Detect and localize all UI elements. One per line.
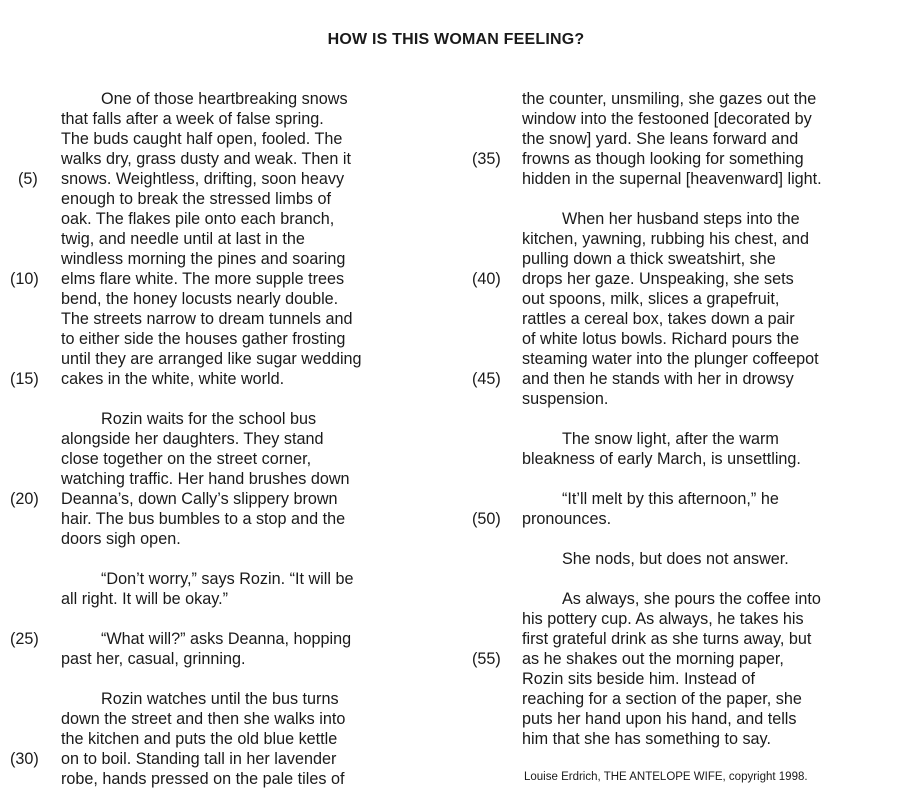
line-text: steaming water into the plunger coffeepot	[522, 350, 819, 368]
line-text: The buds caught half open, fooled. The	[61, 130, 343, 148]
passage-line	[0, 189, 440, 209]
line-text: reaching for a section of the paper, she	[522, 690, 802, 708]
passage-line	[462, 109, 912, 129]
passage-line	[0, 729, 440, 749]
line-text: rattles a cereal box, takes down a pair	[522, 310, 795, 328]
passage-line	[0, 349, 440, 369]
line-text: windless morning the pines and soaring	[61, 250, 346, 268]
line-text: alongside her daughters. They stand	[61, 430, 324, 448]
passage-line	[0, 709, 440, 729]
line-text: Rozin sits beside him. Instead of	[522, 670, 756, 688]
passage-line	[462, 669, 912, 689]
line-text: out spoons, milk, slices a grapefruit,	[522, 290, 780, 308]
line-text: elms flare white. The more supple trees	[61, 270, 345, 288]
passage-line	[0, 289, 440, 309]
passage-line	[462, 589, 912, 609]
passage-line	[0, 149, 440, 169]
passage-line	[462, 229, 912, 249]
line-text: past her, casual, grinning.	[61, 650, 246, 668]
line-number: (15)	[10, 370, 39, 388]
line-text: hidden in the supernal [heavenward] light.	[522, 170, 822, 188]
line-text: bend, the honey locusts nearly double.	[61, 290, 339, 308]
passage-line	[462, 309, 912, 329]
line-text: first grateful drink as she turns away, but	[522, 630, 812, 648]
line-text: watching traffic. Her hand brushes down	[61, 470, 350, 488]
line-text: Rozin waits for the school bus	[101, 410, 317, 428]
line-text: “It’ll melt by this afternoon,” he	[562, 490, 779, 508]
passage-line	[0, 509, 440, 529]
line-text: kitchen, yawning, rubbing his chest, and	[522, 230, 810, 248]
passage-line	[462, 429, 912, 449]
line-text: oak. The flakes pile onto each branch,	[61, 210, 335, 228]
line-text: the snow] yard. She leans forward and	[522, 130, 799, 148]
line-text: until they are arranged like sugar wedding	[61, 350, 362, 368]
passage-line	[462, 289, 912, 309]
passage-line	[462, 689, 912, 709]
passage-line	[0, 109, 440, 129]
passage-line	[462, 389, 912, 409]
line-text: Rozin watches until the bus turns	[101, 690, 339, 708]
passage-line	[462, 729, 912, 749]
passage-line	[462, 149, 912, 169]
passage-line	[0, 309, 440, 329]
passage-line	[0, 269, 440, 289]
passage-line	[0, 529, 440, 549]
passage-line	[0, 329, 440, 349]
line-text: his pottery cup. As always, he takes his	[522, 610, 804, 628]
passage-line	[462, 89, 912, 109]
passage-line	[462, 369, 912, 389]
paragraph-gap	[0, 609, 440, 629]
line-text: She nods, but does not answer.	[562, 550, 789, 568]
line-text: Deanna’s, down Cally’s slippery brown	[61, 490, 338, 508]
line-text: puts her hand upon his hand, and tells	[522, 710, 797, 728]
line-text: The streets narrow to dream tunnels and	[61, 310, 353, 328]
line-text: of white lotus bowls. Richard pours the	[522, 330, 800, 348]
line-text: close together on the street corner,	[61, 450, 312, 468]
passage-line	[0, 89, 440, 109]
line-number: (20)	[10, 490, 39, 508]
passage-line	[462, 249, 912, 269]
passage-line	[0, 469, 440, 489]
line-text: pronounces.	[522, 510, 612, 528]
line-text: cakes in the white, white world.	[61, 370, 285, 388]
line-text: twig, and needle until at last in the	[61, 230, 305, 248]
line-text: enough to break the stressed limbs of	[61, 190, 331, 208]
line-text: “What will?” asks Deanna, hopping	[101, 630, 352, 648]
passage-line	[0, 229, 440, 249]
line-number: (40)	[472, 270, 501, 288]
passage-line	[0, 429, 440, 449]
passage-line	[0, 129, 440, 149]
line-text: bleakness of early March, is unsettling.	[522, 450, 801, 468]
line-text: all right. It will be okay.”	[61, 590, 229, 608]
passage-line	[0, 589, 440, 609]
line-text: the counter, unsmiling, she gazes out the	[522, 90, 817, 108]
line-text: the kitchen and puts the old blue kettle	[61, 730, 338, 748]
passage-line	[0, 169, 440, 189]
left-column	[0, 89, 440, 789]
line-text: window into the festooned [decorated by	[522, 110, 812, 128]
paragraph-gap	[462, 189, 912, 209]
passage-line	[462, 169, 912, 189]
passage-line	[0, 749, 440, 769]
passage-line	[0, 629, 440, 649]
line-number: (25)	[10, 630, 39, 648]
line-number: (35)	[472, 150, 501, 168]
line-number: (5)	[18, 170, 38, 188]
passage-line	[0, 569, 440, 589]
source-credit: Louise Erdrich, THE ANTELOPE WIFE, copyright 1998.	[524, 771, 808, 783]
passage-line	[462, 329, 912, 349]
right-column	[462, 89, 912, 749]
passage-line	[0, 489, 440, 509]
line-text: frowns as though looking for something	[522, 150, 804, 168]
paragraph-gap	[0, 549, 440, 569]
passage-line	[0, 369, 440, 389]
line-text: As always, she pours the coffee into	[562, 590, 821, 608]
line-text: pulling down a thick sweatshirt, she	[522, 250, 776, 268]
line-text: doors sigh open.	[61, 530, 181, 548]
line-text: When her husband steps into the	[562, 210, 800, 228]
paragraph-gap	[462, 569, 912, 589]
line-text: and then he stands with her in drowsy	[522, 370, 794, 388]
passage-line	[0, 449, 440, 469]
passage-line	[462, 549, 912, 569]
line-text: as he shakes out the morning paper,	[522, 650, 784, 668]
line-number: (10)	[10, 270, 39, 288]
line-text: snows. Weightless, drifting, soon heavy	[61, 170, 345, 188]
passage-line	[0, 689, 440, 709]
passage-line	[0, 649, 440, 669]
passage-line	[0, 409, 440, 429]
line-text: robe, hands pressed on the pale tiles of	[61, 770, 345, 788]
line-number: (30)	[10, 750, 39, 768]
line-text: hair. The bus bumbles to a stop and the	[61, 510, 346, 528]
passage-line	[462, 629, 912, 649]
line-text: him that she has something to say.	[522, 730, 771, 748]
line-text: that falls after a week of false spring.	[61, 110, 324, 128]
paragraph-gap	[462, 469, 912, 489]
line-text: on to boil. Standing tall in her lavender	[61, 750, 337, 768]
paragraph-gap	[462, 409, 912, 429]
line-text: down the street and then she walks into	[61, 710, 346, 728]
passage-line	[0, 209, 440, 229]
line-number: (55)	[472, 650, 501, 668]
passage-line	[462, 349, 912, 369]
page-title: HOW IS THIS WOMAN FEELING?	[327, 31, 585, 48]
line-text: to either side the houses gather frosting	[61, 330, 346, 348]
line-text: drops her gaze. Unspeaking, she sets	[522, 270, 794, 288]
passage-line	[462, 489, 912, 509]
passage-line	[462, 209, 912, 229]
line-text: One of those heartbreaking snows	[101, 90, 348, 108]
line-text: walks dry, grass dusty and weak. Then it	[61, 150, 352, 168]
passage-line	[462, 509, 912, 529]
paragraph-gap	[462, 529, 912, 549]
passage-line	[462, 609, 912, 629]
paragraph-gap	[0, 669, 440, 689]
passage-line	[462, 709, 912, 729]
line-text: “Don’t worry,” says Rozin. “It will be	[101, 570, 354, 588]
passage-line	[0, 249, 440, 269]
line-text: suspension.	[522, 390, 609, 408]
passage-line	[462, 129, 912, 149]
line-number: (45)	[472, 370, 501, 388]
passage-line	[462, 649, 912, 669]
passage-line	[462, 269, 912, 289]
passage-line	[0, 769, 440, 789]
passage-line	[462, 449, 912, 469]
line-number: (50)	[472, 510, 501, 528]
line-text: The snow light, after the warm	[562, 430, 779, 448]
paragraph-gap	[0, 389, 440, 409]
